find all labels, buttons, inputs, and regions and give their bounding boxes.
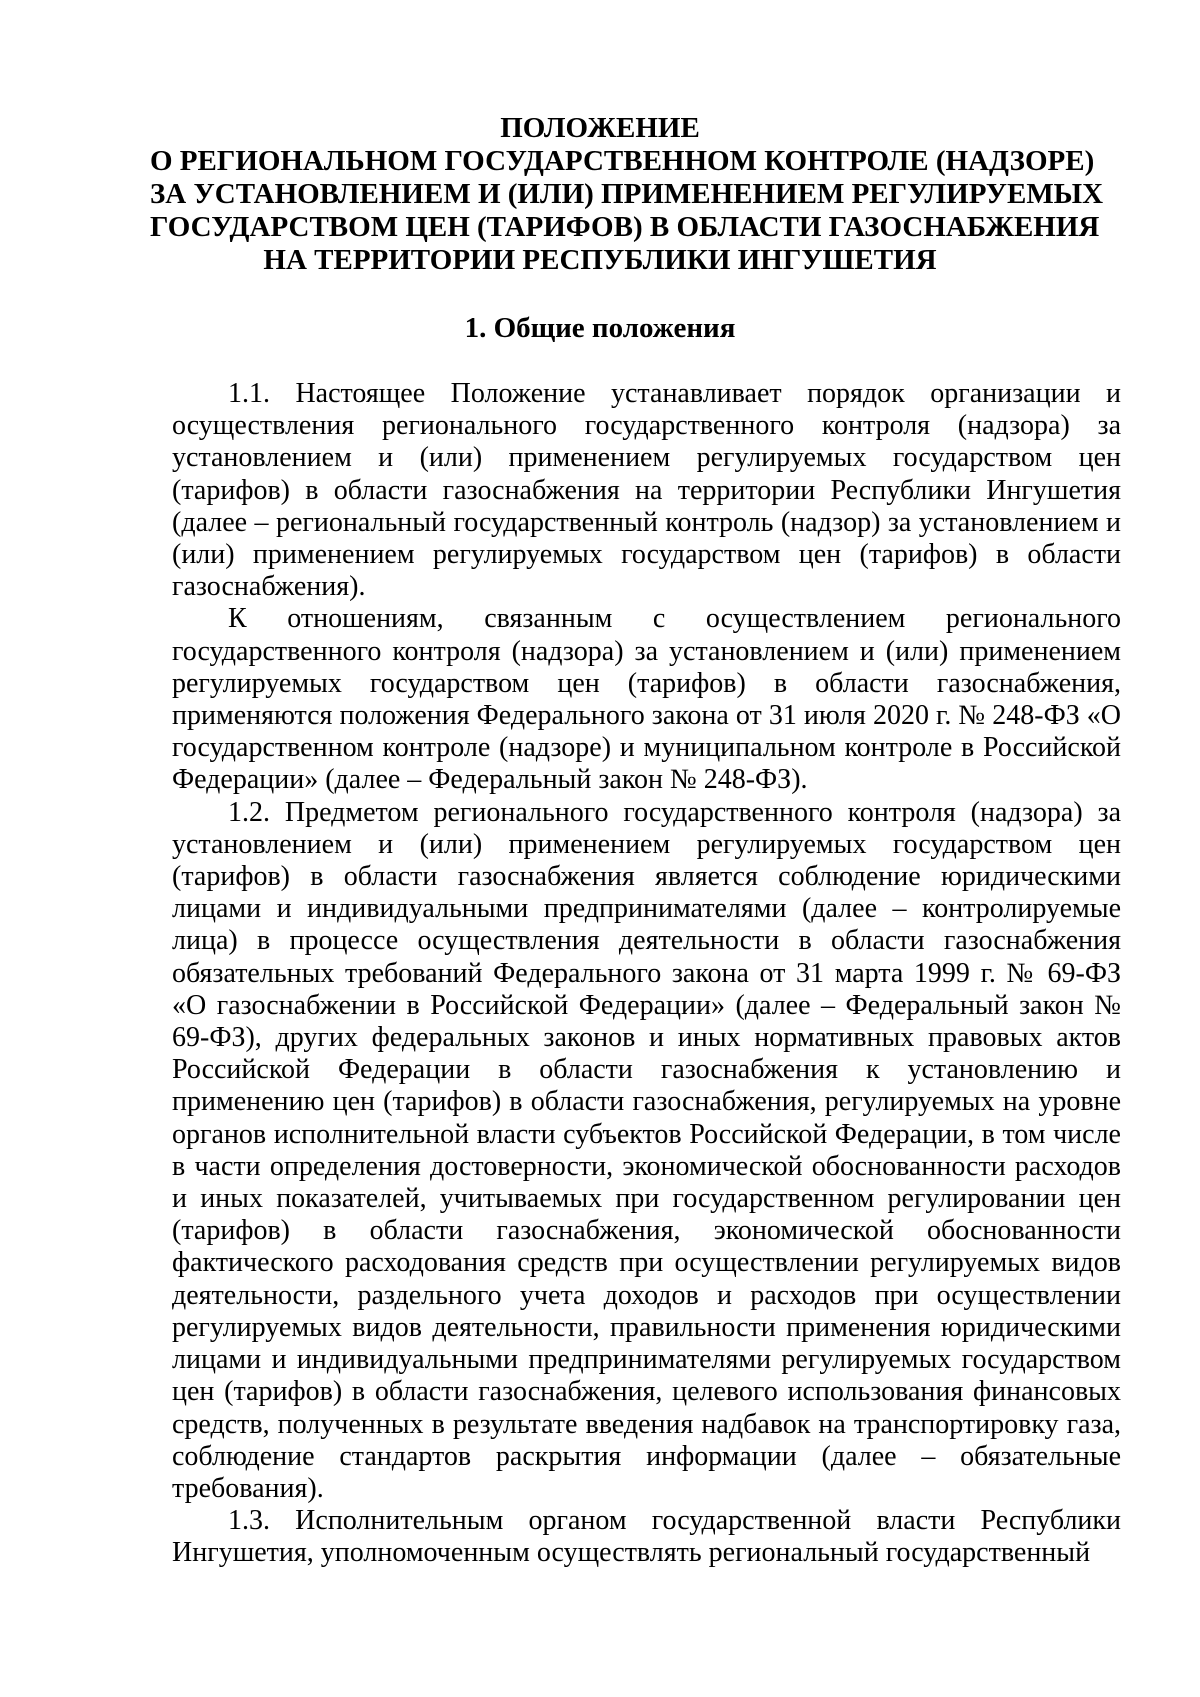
document-body: [172, 378, 1121, 1569]
title-line: ПОЛОЖЕНИЕ: [500, 112, 700, 144]
paragraph-1-1: 1.1. Настоящее Положение устанавливает порядок организации и осуществления регионального государственного контроля (надзора) за установлением и (или) применением регулируемых государством цен (тарифов) в области газоснабжения на территории Республики Ингушетия (далее – региональный государственный контроль (надзор) за установлением и (или) применением регулируемых государством цен (тарифов) в области газоснабжения).: [172, 378, 1121, 603]
title-line: НА ТЕРРИТОРИИ РЕСПУБЛИКИ ИНГУШЕТИЯ: [263, 244, 937, 276]
title-line: О РЕГИОНАЛЬНОМ ГОСУДАРСТВЕННОМ КОНТРОЛЕ (НАДЗОРЕ): [150, 145, 1095, 177]
document-title: [150, 112, 1104, 277]
title-line: ГОСУДАРСТВОМ ЦЕН (ТАРИФОВ) В ОБЛАСТИ ГАЗОСНАБЖЕНИЯ: [150, 211, 1100, 243]
title-line: ЗА УСТАНОВЛЕНИЕМ И (ИЛИ) ПРИМЕНЕНИЕМ РЕГУЛИРУЕМЫХ: [150, 178, 1104, 210]
paragraph-1-1-continued: К отношениям, связанным с осуществлением регионального государственного контроля (надзора) за установлением и (или) применением регулируемых государством цен (тарифов) в области газоснабжения, применяются положения Федерального закона от 31 июля 2020 г. № 248-ФЗ «О государственном контроле (надзоре) и муниципальном контроле в Российской Федерации» (далее – Федеральный закон № 248-ФЗ).: [172, 603, 1121, 796]
section-heading: 1. Общие положения: [464, 312, 736, 344]
paragraph-1-2: 1.2. Предметом регионального государственного контроля (надзора) за установлением и (или) применением регулируемых государством цен (тарифов) в области газоснабжения является соблюдение юридическими лицами и индивидуальными предпринимателями (далее – контролируемые лица) в процессе осуществления деятельности в области газоснабжения обязательных требований Федерального закона от 31 марта 1999 г. № 69-ФЗ «О газоснабжении в Российской Федерации» (далее – Федеральный закон № 69-ФЗ), других федеральных законов и иных нормативных правовых актов Российской Федерации в области газоснабжения к установлению и применению цен (тарифов) в области газоснабжения, регулируемых на уровне органов исполнительной власти субъектов Российской Федерации, в том числе в части определения достоверности, экономической обоснованности расходов и иных показателей, учитываемых при государственном регулировании цен (тарифов) в области газоснабжения, экономической обоснованности фактического расходования средств при осуществлении регулируемых видов деятельности, раздельного учета доходов и расходов при осуществлении регулируемых видов деятельности, правильности применения юридическими лицами и индивидуальными предпринимателями регулируемых государством цен (тарифов) в области газоснабжения, целевого использования финансовых средств, полученных в результате введения надбавок на транспортировку газа, соблюдение стандартов раскрытия информации (далее – обязательные требования).: [172, 796, 1121, 1504]
paragraph-1-3: 1.3. Исполнительным органом государственной власти Республики Ингушетия, уполномоченным осуществлять региональный государственный: [172, 1505, 1121, 1569]
